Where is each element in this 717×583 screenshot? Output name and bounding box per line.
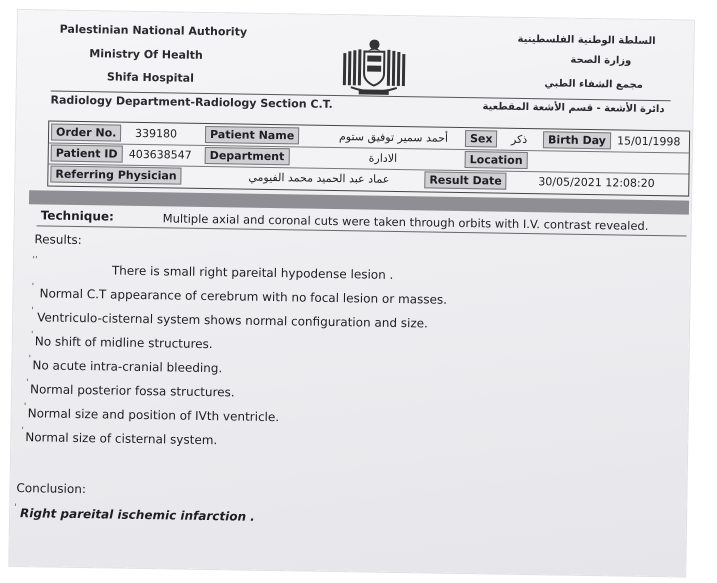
- finding-item: Normal size and position of IVth ventricle.: [27, 406, 280, 425]
- hospital-name: Shifa Hospital: [106, 70, 195, 85]
- conclusion-text: Right pareital ischemic infarction .: [19, 506, 255, 524]
- authority-name-ar: السلطة الوطنية الفلسطينية: [517, 33, 656, 48]
- finding-item: No shift of midline structures.: [34, 334, 213, 352]
- patient-info-table: [47, 120, 690, 196]
- ministry-name: Ministry Of Health: [89, 47, 203, 62]
- sex-label: Sex: [465, 130, 498, 148]
- patient-id-value: 403638547: [128, 147, 192, 162]
- referring-physician-label: Referring Physician: [50, 166, 182, 185]
- bullet-mark: ': [31, 282, 35, 293]
- technique-text: Multiple axial and coronal cuts were taken through orbits with I.V. contrast revealed.: [162, 211, 649, 233]
- department-section: Radiology Department-Radiology Section C.T.: [50, 93, 333, 111]
- bullet-mark: ': [28, 354, 32, 365]
- patient-name-label: Patient Name: [205, 126, 299, 144]
- finding-item: Ventriculo-cisternal system shows normal configuration and size.: [37, 310, 429, 331]
- order-no-value: 339180: [134, 126, 178, 141]
- department-value: الادارة: [368, 151, 398, 165]
- order-no-label: Order No.: [51, 124, 122, 142]
- patient-id-label: Patient ID: [51, 145, 123, 163]
- report-paper: [9, 10, 694, 577]
- result-date-value: 30/05/2021 12:08:20: [538, 175, 655, 191]
- birth-day-value: 15/01/1998: [616, 134, 681, 149]
- bullet-mark: ': [14, 503, 17, 514]
- sex-value: ذكر: [510, 132, 528, 147]
- findings-intro: There is small right pareital hypodense lesion .: [111, 263, 394, 282]
- birth-day-label: Birth Day: [543, 131, 611, 149]
- bullet-mark: ,,: [32, 250, 38, 261]
- authority-name: Palestinian National Authority: [59, 22, 248, 39]
- finding-item: Normal posterior fossa structures.: [29, 382, 235, 400]
- finding-item: Normal C.T appearance of cerebrum with no focal lesion or masses.: [39, 286, 448, 307]
- ministry-name-ar: وزارة الصحة: [570, 54, 632, 67]
- bullet-mark: ': [21, 426, 24, 437]
- bullet-mark: ': [31, 306, 34, 317]
- result-date-label: Result Date: [424, 171, 507, 189]
- patient-name-value: أحمد سمير توفيق ستوم: [338, 130, 449, 145]
- location-label: Location: [465, 151, 528, 169]
- bullet-mark: ': [26, 378, 29, 389]
- eagle-emblem-logo: [339, 35, 410, 98]
- bullet-mark: ': [30, 330, 34, 341]
- department-section-ar: دائرة الأشعة - قسم الأشعة المقطعية: [482, 101, 665, 116]
- conclusion-label: Conclusion:: [16, 481, 87, 497]
- results-label: Results:: [34, 232, 82, 248]
- technique-label: Technique:: [40, 208, 115, 224]
- finding-item: No acute intra-cranial bleeding.: [32, 358, 223, 376]
- referring-physician-value: عماد عبد الحميد محمد الفيومي: [248, 170, 390, 186]
- hospital-name-ar: مجمع الشفاء الطبي: [544, 78, 643, 91]
- bullet-mark: ': [23, 402, 27, 413]
- finding-item: Normal size of cisternal system.: [25, 430, 218, 448]
- department-label: Department: [205, 147, 290, 165]
